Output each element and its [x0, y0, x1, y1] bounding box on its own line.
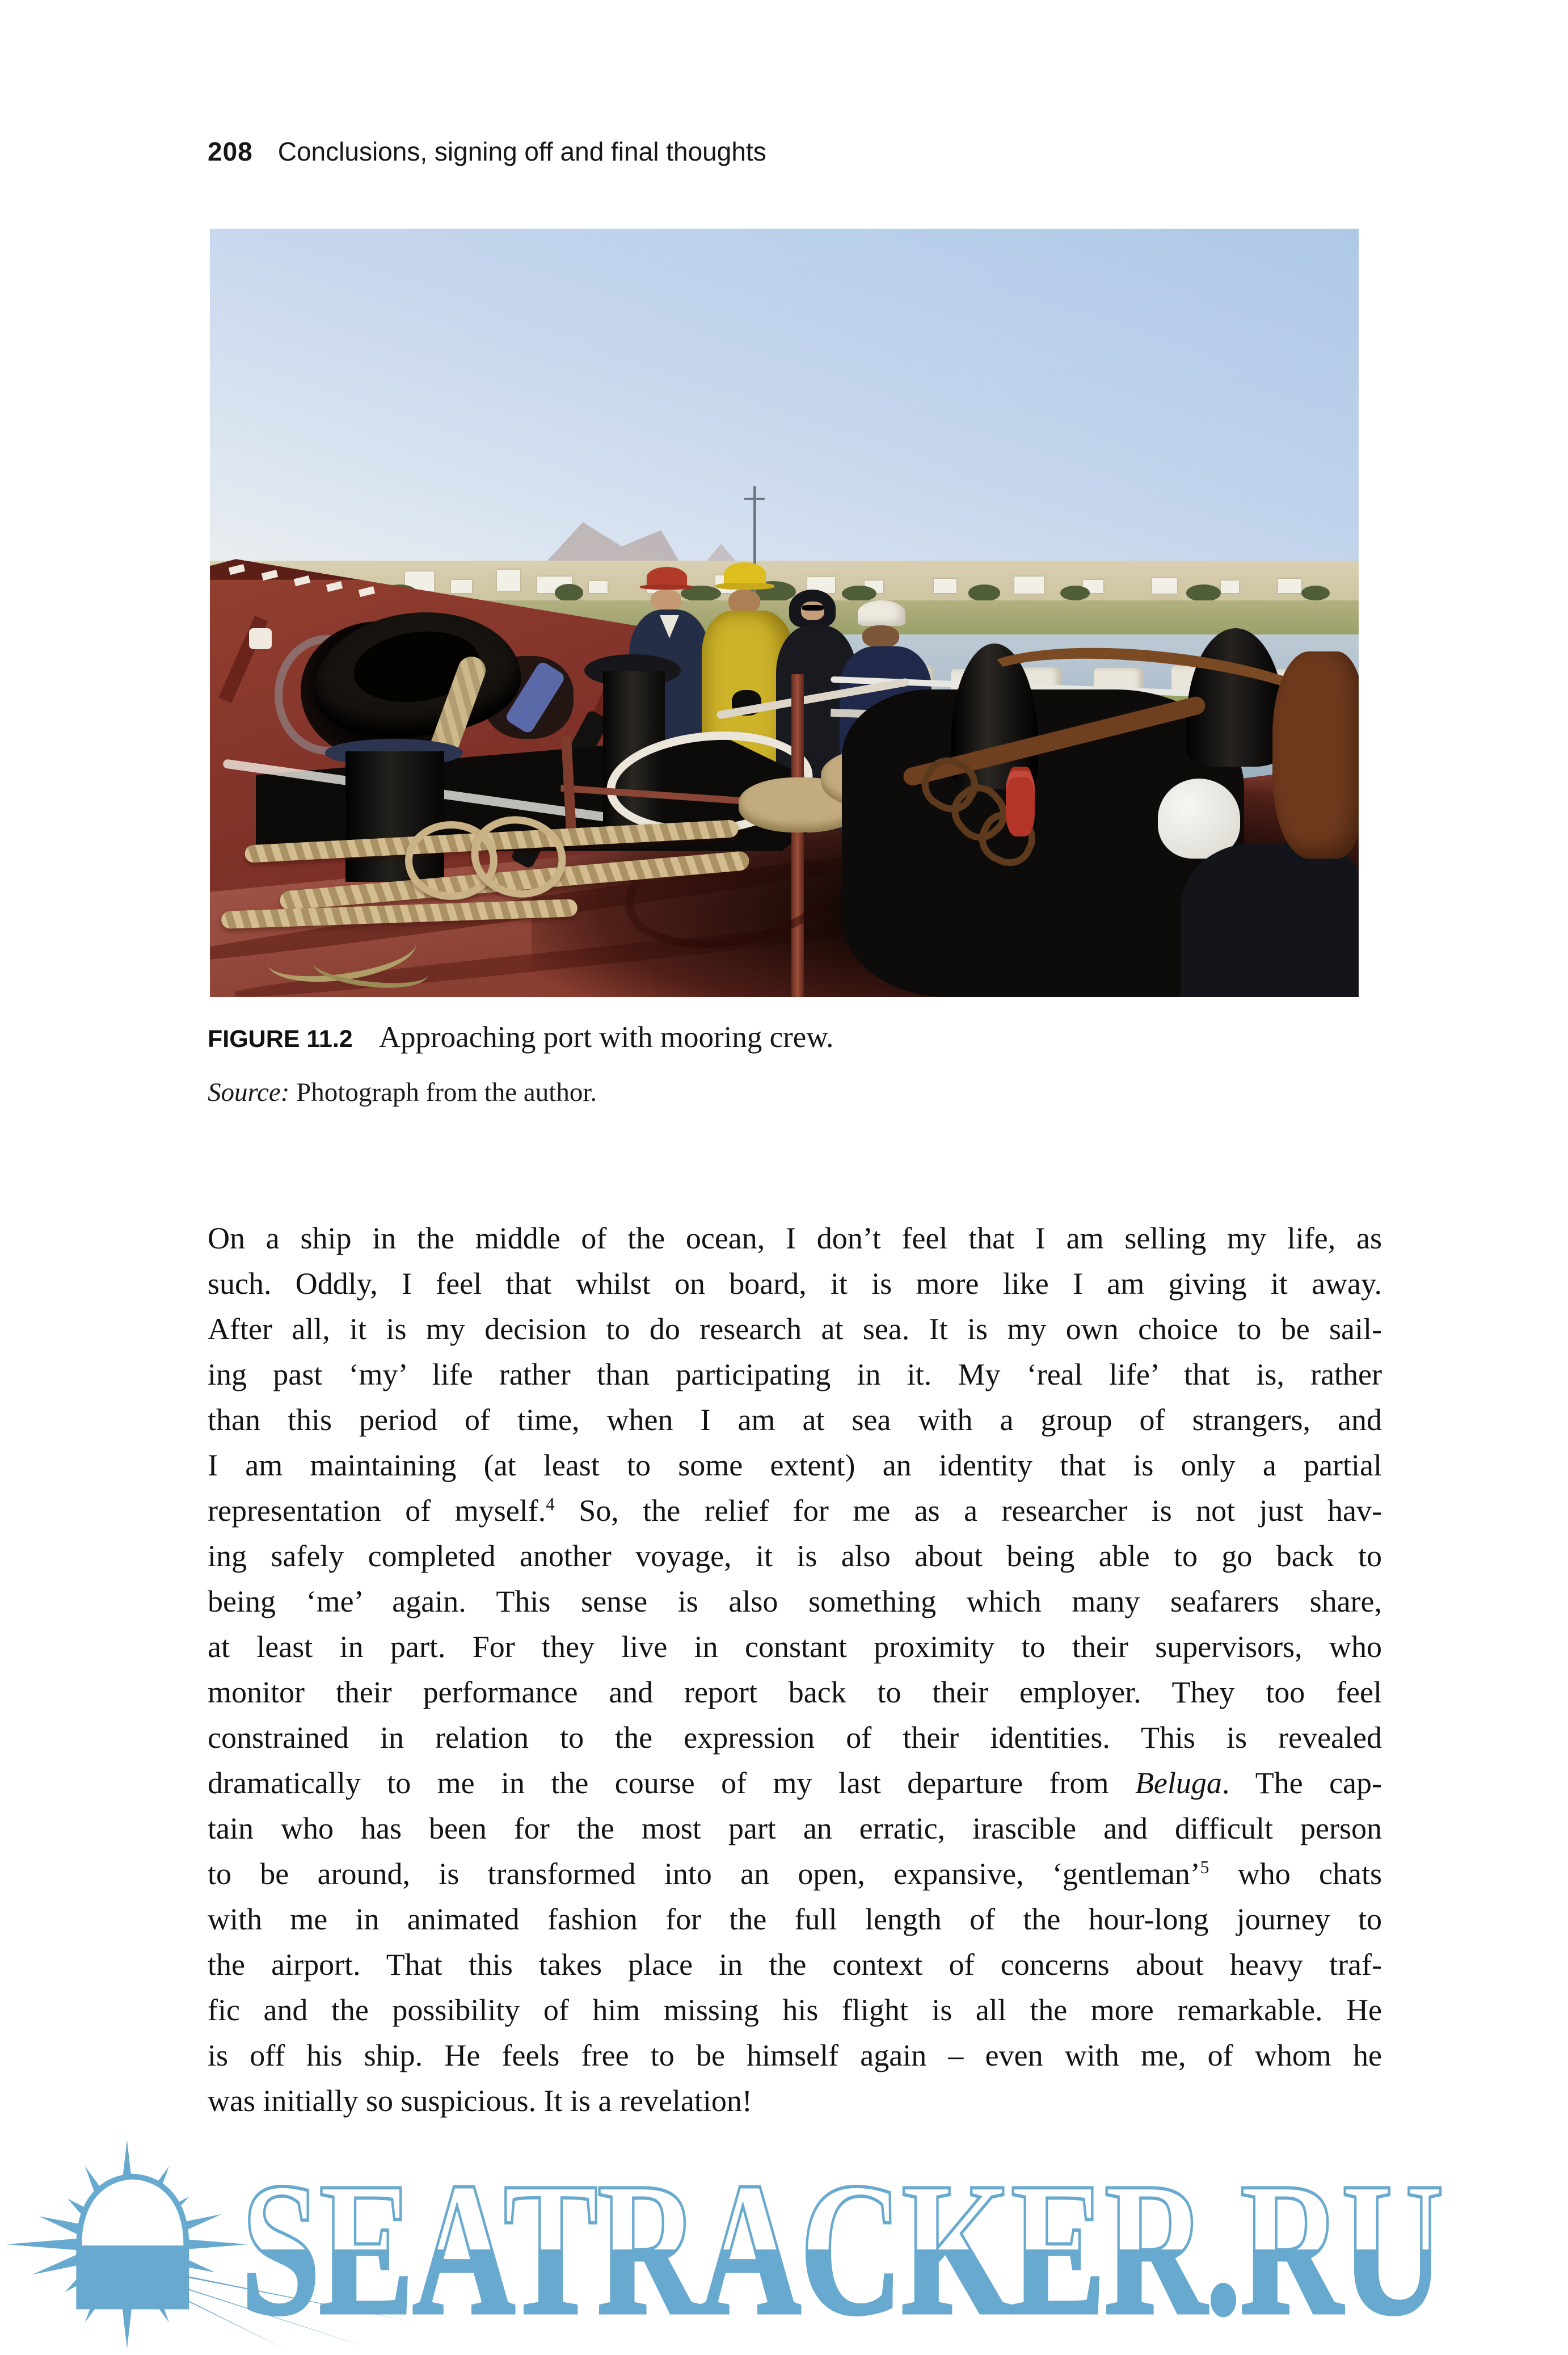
- source-text: Photograph from the author.: [289, 1078, 597, 1107]
- body-line: the airport. That this takes place in the context of concerns about heavy traf-: [208, 1948, 1382, 1982]
- body-line: ing safely completed another voyage, it is also about being able to go back to: [208, 1539, 1382, 1573]
- body-line: was initially so suspicious. It is a revelation!: [208, 2084, 752, 2118]
- body-line: being ‘me’ again. This sense is also something which many seafarers share,: [208, 1584, 1382, 1618]
- figure-label: FIGURE 11.2: [208, 1025, 353, 1053]
- body-line: with me in animated fashion for the full length of the hour-long journey to: [208, 1902, 1382, 1936]
- watermark: [0, 2135, 1568, 2353]
- body-line: such. Oddly, I feel that whilst on board, it is more like I am giving it away.: [208, 1267, 1382, 1301]
- page-number: 208: [208, 137, 253, 166]
- running-head-title: Conclusions, signing off and final thoughts: [277, 137, 766, 166]
- page-header: [208, 136, 766, 167]
- source-label: Source:: [208, 1078, 290, 1107]
- body-line: constrained in relation to the expression of their identities. This is revealed: [208, 1721, 1382, 1755]
- body-line: ing past ‘my’ life rather than participating in it. My ‘real life’ that is, rather: [208, 1357, 1382, 1391]
- body-line: dramatically to me in the course of my last departure from Beluga. The cap-: [208, 1766, 1382, 1800]
- figure-photo: [210, 229, 1359, 997]
- watermark-text: SEATRACKER.RU: [241, 2143, 1443, 2355]
- figure-caption-text: Approaching port with mooring crew.: [378, 1021, 834, 1054]
- body-line: fic and the possibility of him missing his flight is all the more remarkable. He: [208, 1993, 1382, 2027]
- body-line: tain who has been for the most part an erratic, irascible and difficult person: [208, 1811, 1382, 1845]
- body-line: I am maintaining (at least to some extent) an identity that is only a partial: [208, 1448, 1382, 1482]
- body-line: than this period of time, when I am at sea with a group of strangers, and: [208, 1403, 1382, 1437]
- figure-caption: [208, 1020, 1382, 1054]
- body-paragraph: [208, 1216, 1382, 2123]
- body-line: at least in part. For they live in constant proximity to their supervisors, who: [208, 1630, 1382, 1664]
- figure-source: [208, 1077, 1382, 1108]
- body-line: On a ship in the middle of the ocean, I don’t feel that I am selling my life, as: [208, 1221, 1382, 1255]
- body-line: is off his ship. He feels free to be himself again – even with me, of whom he: [208, 2038, 1382, 2072]
- body-line: After all, it is my decision to do research at sea. It is my own choice to be sail-: [208, 1312, 1382, 1346]
- photo-film-overlay: [210, 229, 1359, 997]
- body-line: monitor their performance and report back to their employer. They too feel: [208, 1675, 1382, 1709]
- body-line: to be around, is transformed into an open, expansive, ‘gentleman’$^5$ who chats: [208, 1857, 1382, 1891]
- body-line: representation of myself.$^4$ So, the relief for me as a researcher is not just hav-: [208, 1494, 1382, 1528]
